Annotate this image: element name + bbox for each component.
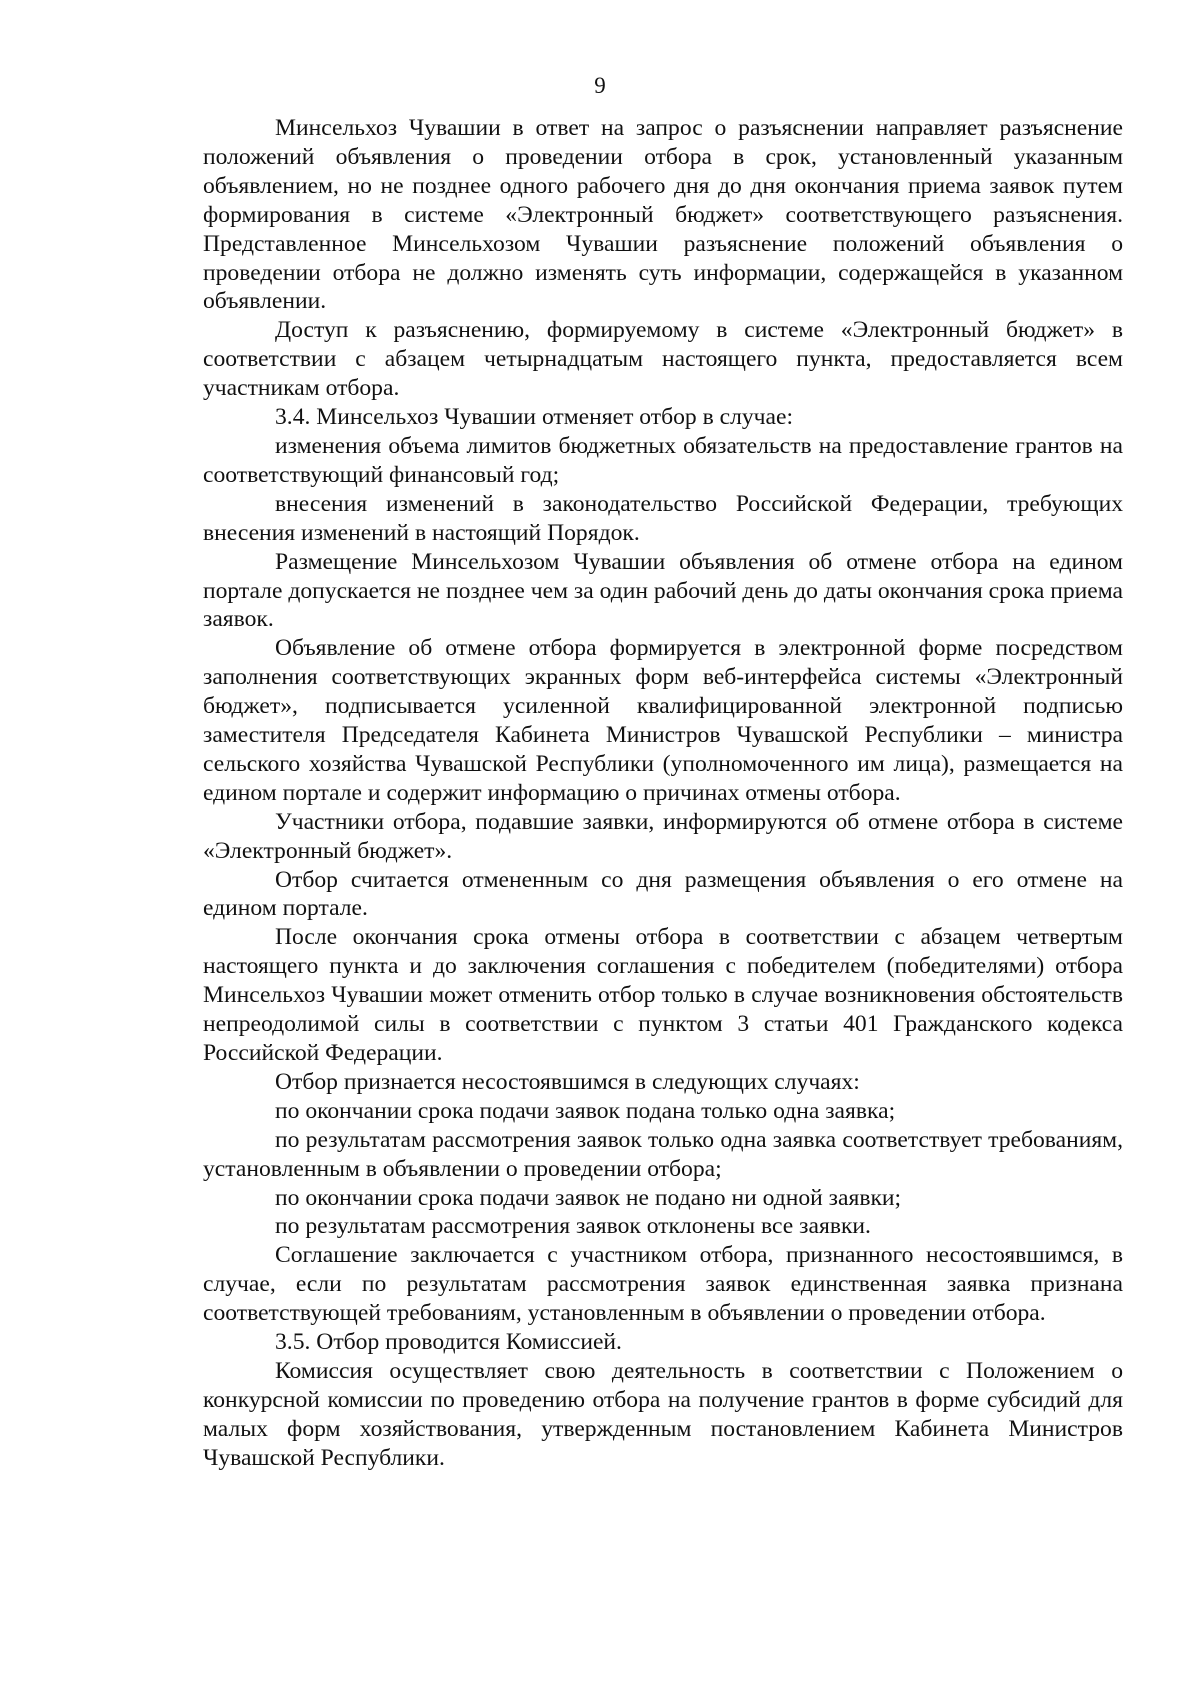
- paragraph-section-3-4: 3.4. Минсельхоз Чувашии отменяет отбор в случае:: [275, 404, 794, 431]
- paragraph-section-3-5: 3.5. Отбор проводится Комиссией.: [275, 1329, 622, 1356]
- paragraph-agreement-single-participant: Соглашение заключается с участником отбора, признанного несостоявшимся, в случае, если по результатам рассмотрения заявок единственная заявка признана соответствующей требованиям, установленным в объявлении о проведении отбора.: [203, 1242, 1123, 1327]
- paragraph-failed-case-one-application: по окончании срока подачи заявок подана только одна заявка;: [275, 1097, 896, 1124]
- paragraph-failed-selection-cases: Отбор признается несостоявшимся в следующих случаях:: [275, 1068, 860, 1095]
- paragraph-cancel-reason-limits: изменения объема лимитов бюджетных обязательств на предоставление грантов на соответствующий финансовый год;: [203, 432, 1123, 488]
- paragraph-participants-informed: Участники отбора, подавшие заявки, информируются об отмене отбора в системе «Электронный бюджет».: [203, 808, 1123, 864]
- paragraph-cancel-reason-legislation: внесения изменений в законодательство Российской Федерации, требующих внесения изменений в настоящий Порядок.: [203, 490, 1123, 546]
- document-body: [203, 114, 1123, 1473]
- paragraph-cancel-notice-deadline: Размещение Минсельхозом Чувашии объявления об отмене отбора на едином портале допускается не позднее чем за один рабочий день до даты окончания срока приема заявок.: [203, 548, 1123, 633]
- paragraph-force-majeure: После окончания срока отмены отбора в соответствии с абзацем четвертым настоящего пункта и до заключения соглашения с победителем (победителями) отбора Минсельхоз Чувашии может отменить отбор только в случае возникновения обстоятельств непреодолимой силы в соответствии с пунктом 3 статьи 401 Гражданского кодекса Российской Федерации.: [203, 924, 1123, 1066]
- paragraph-failed-case-all-rejected: по результатам рассмотрения заявок отклонены все заявки.: [275, 1213, 871, 1240]
- paragraph-failed-case-no-applications: по окончании срока подачи заявок не подано ни одной заявки;: [275, 1184, 902, 1211]
- page-number: 9: [594, 73, 606, 98]
- paragraph-clarification-access: Доступ к разъяснению, формируемому в системе «Электронный бюджет» в соответствии с абзацем четырнадцатым настоящего пункта, предоставляется всем участникам отбора.: [203, 317, 1123, 402]
- paragraph-clarification: Минсельхоз Чувашии в ответ на запрос о разъяснении направляет разъяснение положений объявления о проведении отбора в срок, установленный указанным объявлением, но не позднее одного рабочего дня до дня окончания приема заявок путем формирования в системе «Электронный бюджет» соответствующего разъяснения. Представленное Минсельхозом Чувашии разъяснение положений объявления о проведении отбора не должно изменять суть информации, содержащейся в указанном объявлении.: [203, 115, 1123, 315]
- paragraph-cancel-notice-form: Объявление об отмене отбора формируется в электронной форме посредством заполнения соответствующих экранных форм веб-интерфейса системы «Электронный бюджет», подписывается усиленной квалифицированной электронной подписью заместителя Председателя Кабинета Министров Чувашской Республики – министра сельского хозяйства Чувашской Республики (уполномоченного им лица), размещается на едином портале и содержит информацию о причинах отмены отбора.: [203, 635, 1123, 806]
- paragraph-failed-case-one-compliant: по результатам рассмотрения заявок только одна заявка соответствует требованиям, установленным в объявлении о проведении отбора;: [203, 1126, 1123, 1182]
- paragraph-cancel-effective: Отбор считается отмененным со дня размещения объявления о его отмене на едином портале.: [203, 866, 1123, 922]
- paragraph-commission-regulation: Комиссия осуществляет свою деятельность в соответствии с Положением о конкурсной комиссии по проведению отбора на получение грантов в форме субсидий для малых форм хозяйствования, утвержденным постановлением Кабинета Министров Чувашской Республики.: [203, 1357, 1123, 1471]
